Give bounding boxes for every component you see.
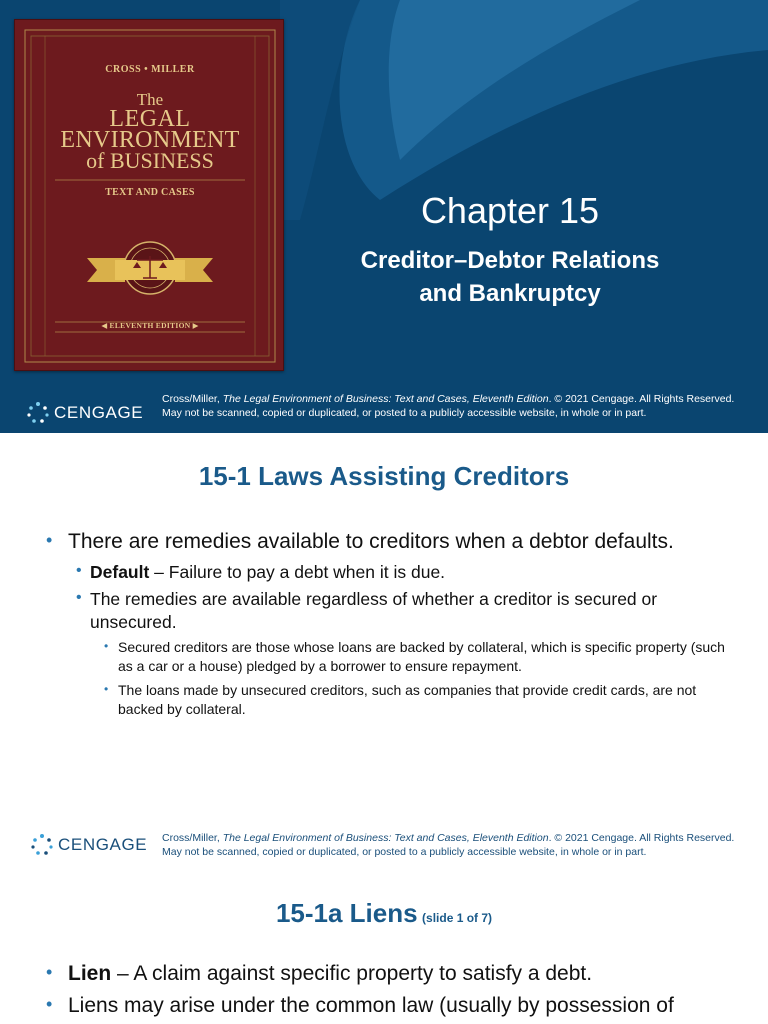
slide-title-text: 15-1a Liens — [275, 898, 418, 928]
cover-title-the: The — [136, 90, 164, 109]
content-slide-liens — [0, 866, 768, 1024]
bullet-1 — [68, 962, 758, 986]
title-slide — [0, 0, 768, 433]
slide-counter: (slide 1 of 7) — [422, 911, 493, 925]
copyright-notice — [162, 831, 752, 859]
copyright-rest: . © 2021 Cengage. All Rights Reserved. May not be scanned, copied or duplicated, or posted to a publicly accessible website, in whole or in part. — [162, 393, 735, 419]
bullet-dot: • — [104, 639, 109, 653]
bullet-dot: • — [76, 589, 82, 606]
cengage-logo-text: CENGAGE — [54, 403, 144, 422]
sub-bullet-1 — [90, 561, 740, 584]
cengage-logo-icon — [30, 833, 54, 857]
bullet-2: Liens may arise under the common law (usually by possession of — [68, 994, 674, 1017]
cengage-logo-text: CENGAGE — [58, 835, 148, 854]
bullet-dot: • — [76, 562, 82, 579]
cover-title-line2: ENVIRONMENT — [60, 127, 240, 153]
chapter-subtitle-line1: Creditor–Debtor Relations — [360, 247, 660, 274]
sub-bullet-2: The remedies are available regardless of whether a creditor is secured or unsecured. — [90, 589, 658, 632]
copyright-authors: Cross/Miller, — [162, 832, 223, 844]
term-lien: Lien — [68, 962, 112, 985]
copyright-book-title: The Legal Environment of Business: Text and Cases, Eleventh Edition — [222, 832, 549, 844]
cengage-logo — [30, 833, 147, 857]
slide-title: 15-1 Laws Assisting Creditors — [198, 461, 570, 491]
bullet-dot: • — [104, 682, 109, 696]
bullet-dot: • — [46, 962, 53, 982]
copyright-authors: Cross/Miller, — [162, 393, 223, 405]
slide-title — [0, 898, 768, 929]
bullet-1-text: – A claim against specific property to satisfy a debt. — [111, 962, 593, 985]
cengage-logo — [26, 401, 143, 425]
bullet-1: There are remedies available to creditors when a debtor defaults. — [68, 530, 674, 553]
cover-edition: ◀ ELEVENTH EDITION ▶ — [101, 321, 199, 330]
sub-bullet-1-text: – Failure to pay a debt when it is due. — [149, 562, 446, 582]
chapter-subtitle — [300, 244, 720, 310]
bullet-dot: • — [46, 530, 53, 550]
copyright-book-title: The Legal Environment of Business: Text and Cases, Eleventh Edition — [222, 393, 549, 405]
cover-title-line3: of BUSINESS — [86, 148, 214, 173]
bullet-dot: • — [46, 994, 53, 1014]
cover-authors: CROSS • MILLER — [105, 64, 195, 75]
copyright-rest: . © 2021 Cengage. All Rights Reserved. May not be scanned, copied or duplicated, or posted to a publicly accessible website, in whole or in part. — [162, 832, 735, 858]
copyright-notice — [162, 392, 742, 420]
chapter-subtitle-line2: and Bankruptcy — [419, 280, 601, 307]
term-default: Default — [90, 562, 150, 582]
cengage-logo-icon — [26, 401, 50, 425]
book-cover — [14, 19, 284, 371]
chapter-title: Chapter 15 — [420, 190, 600, 231]
content-slide-laws — [0, 433, 768, 866]
sub-sub-bullet-1: Secured creditors are those whose loans are backed by collateral, which is specific property (such as a car or a house) pledged by a borrower to ensure repayment. — [118, 639, 725, 674]
cover-title-line1: LEGAL — [109, 106, 191, 132]
sub-sub-bullet-2: The loans made by unsecured creditors, such as companies that provide credit cards, are not backed by collateral. — [118, 682, 697, 717]
cover-subtitle: TEXT AND CASES — [105, 187, 195, 198]
